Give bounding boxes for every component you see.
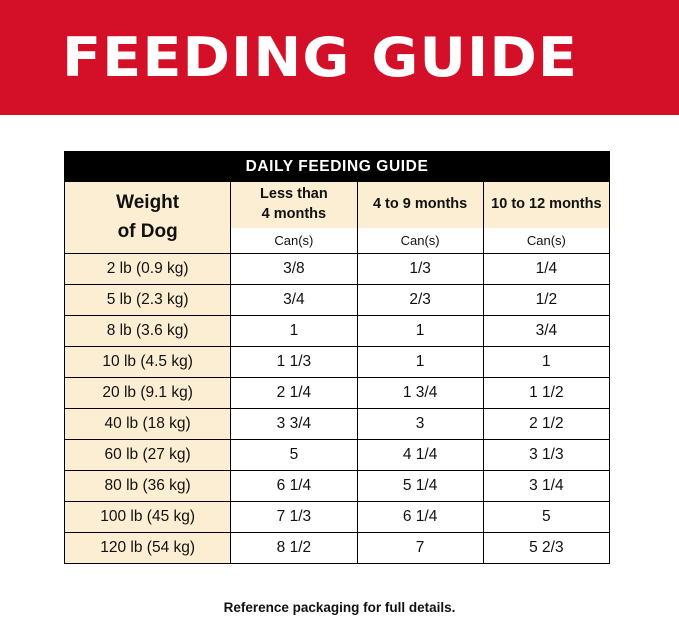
cans-less-than-4-months: 3/8 [231, 254, 357, 285]
weight-value: 8 lb (3.6 kg) [65, 316, 231, 347]
table-row [65, 254, 610, 285]
unit-cell-3: Can(s) [483, 228, 609, 254]
weight-value: 80 lb (36 kg) [65, 471, 231, 502]
cans-less-than-4-months: 3 3/4 [231, 409, 357, 440]
unit-cell-1: Can(s) [231, 228, 357, 254]
cans-4-to-9-months: 6 1/4 [357, 502, 483, 533]
table-row [65, 409, 610, 440]
weight-value: 40 lb (18 kg) [65, 409, 231, 440]
weight-header-line2: of Dog [117, 220, 178, 242]
table-row [65, 347, 610, 378]
cans-10-to-12-months: 5 2/3 [483, 533, 609, 564]
feeding-table-container [64, 151, 610, 564]
weight-value: 60 lb (27 kg) [65, 440, 231, 471]
age-header-1-line1: Less than [260, 186, 328, 203]
table-title: DAILY FEEDING GUIDE [65, 152, 610, 182]
age-column-header-2 [357, 182, 483, 229]
cans-less-than-4-months: 6 1/4 [231, 471, 357, 502]
cans-less-than-4-months: 5 [231, 440, 357, 471]
weight-header-line1: Weight [116, 192, 180, 213]
cans-less-than-4-months: 8 1/2 [231, 533, 357, 564]
cans-10-to-12-months: 3 1/4 [483, 471, 609, 502]
cans-4-to-9-months: 1 [357, 316, 483, 347]
age-column-header-3 [483, 182, 609, 229]
cans-4-to-9-months: 1/3 [357, 254, 483, 285]
table-row [65, 533, 610, 564]
cans-10-to-12-months: 2 1/2 [483, 409, 609, 440]
age-header-2-line1: 4 to 9 months [372, 196, 468, 213]
cans-10-to-12-months: 3/4 [483, 316, 609, 347]
cans-10-to-12-months: 1/2 [483, 285, 609, 316]
page-title: FEEDING GUIDE [62, 25, 579, 89]
age-column-header-1 [231, 182, 357, 229]
cans-10-to-12-months: 1/4 [483, 254, 609, 285]
cans-less-than-4-months: 3/4 [231, 285, 357, 316]
red-banner [0, 0, 679, 115]
footnote-text: Reference packaging for full details. [223, 600, 456, 615]
cans-10-to-12-months: 1 1/2 [483, 378, 609, 409]
cans-4-to-9-months: 5 1/4 [357, 471, 483, 502]
cans-4-to-9-months: 1 [357, 347, 483, 378]
cans-less-than-4-months: 1 1/3 [231, 347, 357, 378]
weight-value: 120 lb (54 kg) [65, 533, 231, 564]
cans-less-than-4-months: 7 1/3 [231, 502, 357, 533]
cans-4-to-9-months: 3 [357, 409, 483, 440]
cans-less-than-4-months: 1 [231, 316, 357, 347]
cans-less-than-4-months: 2 1/4 [231, 378, 357, 409]
daily-feeding-guide-table [64, 151, 610, 564]
age-header-3-line1: 10 to 12 months [491, 196, 602, 213]
table-row [65, 378, 610, 409]
weight-value: 20 lb (9.1 kg) [65, 378, 231, 409]
table-title-row [65, 152, 610, 182]
cans-4-to-9-months: 4 1/4 [357, 440, 483, 471]
table-row [65, 285, 610, 316]
cans-4-to-9-months: 2/3 [357, 285, 483, 316]
weight-value: 100 lb (45 kg) [65, 502, 231, 533]
table-row [65, 440, 610, 471]
table-row [65, 471, 610, 502]
table-row [65, 502, 610, 533]
cans-10-to-12-months: 5 [483, 502, 609, 533]
cans-10-to-12-months: 1 [483, 347, 609, 378]
table-header-row [65, 182, 610, 229]
unit-cell-2: Can(s) [357, 228, 483, 254]
cans-4-to-9-months: 7 [357, 533, 483, 564]
weight-value: 10 lb (4.5 kg) [65, 347, 231, 378]
weight-value: 5 lb (2.3 kg) [65, 285, 231, 316]
cans-4-to-9-months: 1 3/4 [357, 378, 483, 409]
weight-value: 2 lb (0.9 kg) [65, 254, 231, 285]
cans-10-to-12-months: 3 1/3 [483, 440, 609, 471]
weight-of-dog-header [65, 182, 231, 254]
age-header-1-line2: 4 months [261, 206, 327, 222]
table-row [65, 316, 610, 347]
